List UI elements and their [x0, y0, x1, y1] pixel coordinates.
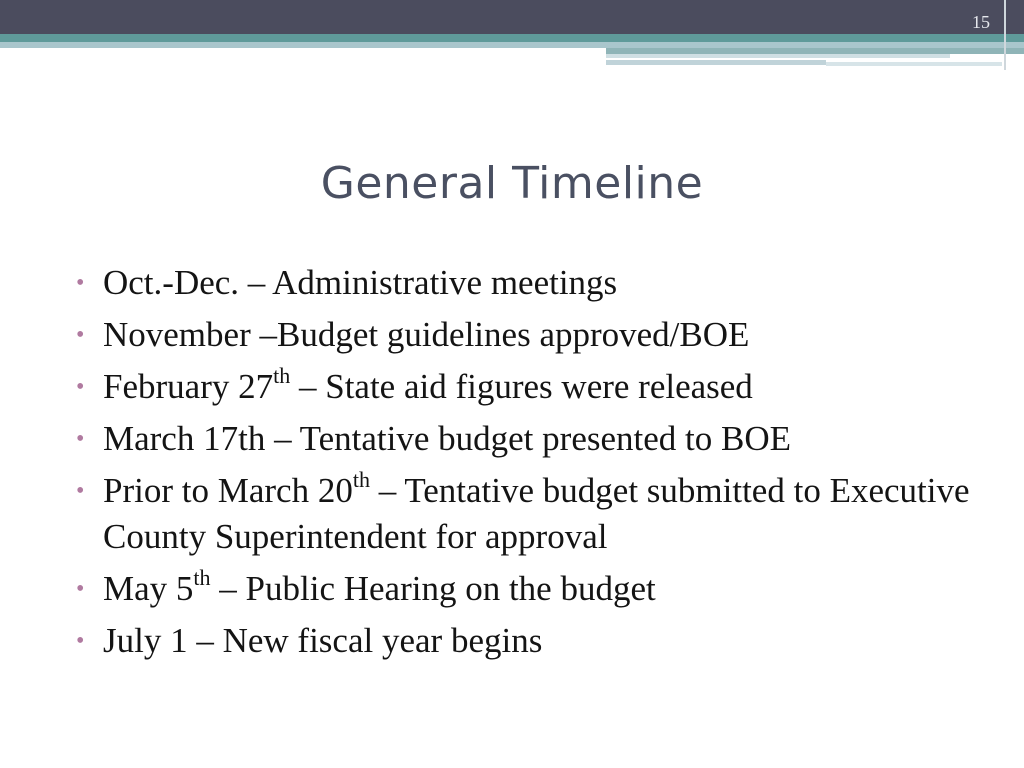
item-text-rest: – Tentative budget submitted to Executive County Superintendent for approval [103, 471, 970, 556]
list-item [76, 364, 996, 410]
item-text-rest: – Public Hearing on the budget [210, 569, 656, 608]
item-text: Prior to March 20 [103, 471, 353, 510]
bullet-icon: • [76, 628, 85, 654]
header-corner-line [1004, 0, 1006, 70]
item-text: May 5 [103, 569, 194, 608]
bullet-icon: • [76, 426, 85, 452]
page-number: 15 [972, 12, 990, 32]
item-text: November –Budget guidelines approved/BOE [103, 315, 750, 354]
item-superscript: th [273, 363, 291, 389]
list-item [76, 312, 996, 358]
header-band-teal [0, 34, 1024, 42]
list-item [76, 416, 996, 462]
item-superscript: th [352, 467, 370, 493]
timeline-list [76, 260, 996, 670]
list-item [76, 468, 996, 560]
item-text: Oct.-Dec. – Administrative meetings [103, 263, 618, 302]
list-item [76, 618, 996, 664]
header-band-accent-lower [606, 60, 826, 65]
item-text: March 17th – Tentative budget presented to BOE [103, 419, 791, 458]
list-item [76, 566, 996, 612]
bullet-icon: • [76, 322, 85, 348]
bullet-icon: • [76, 478, 85, 504]
header-band-accent-light [606, 54, 950, 58]
header-band-accent-lower-right [826, 62, 1002, 66]
item-text: February 27 [103, 367, 274, 406]
header-band-dark [0, 0, 1024, 34]
item-text: July 1 – New fiscal year begins [103, 621, 543, 660]
bullet-icon: • [76, 576, 85, 602]
item-text-rest: – State aid figures were released [290, 367, 753, 406]
bullet-icon: • [76, 374, 85, 400]
slide-title: General Timeline [320, 158, 704, 209]
list-item [76, 260, 996, 306]
item-superscript: th [193, 565, 211, 591]
bullet-icon: • [76, 270, 85, 296]
